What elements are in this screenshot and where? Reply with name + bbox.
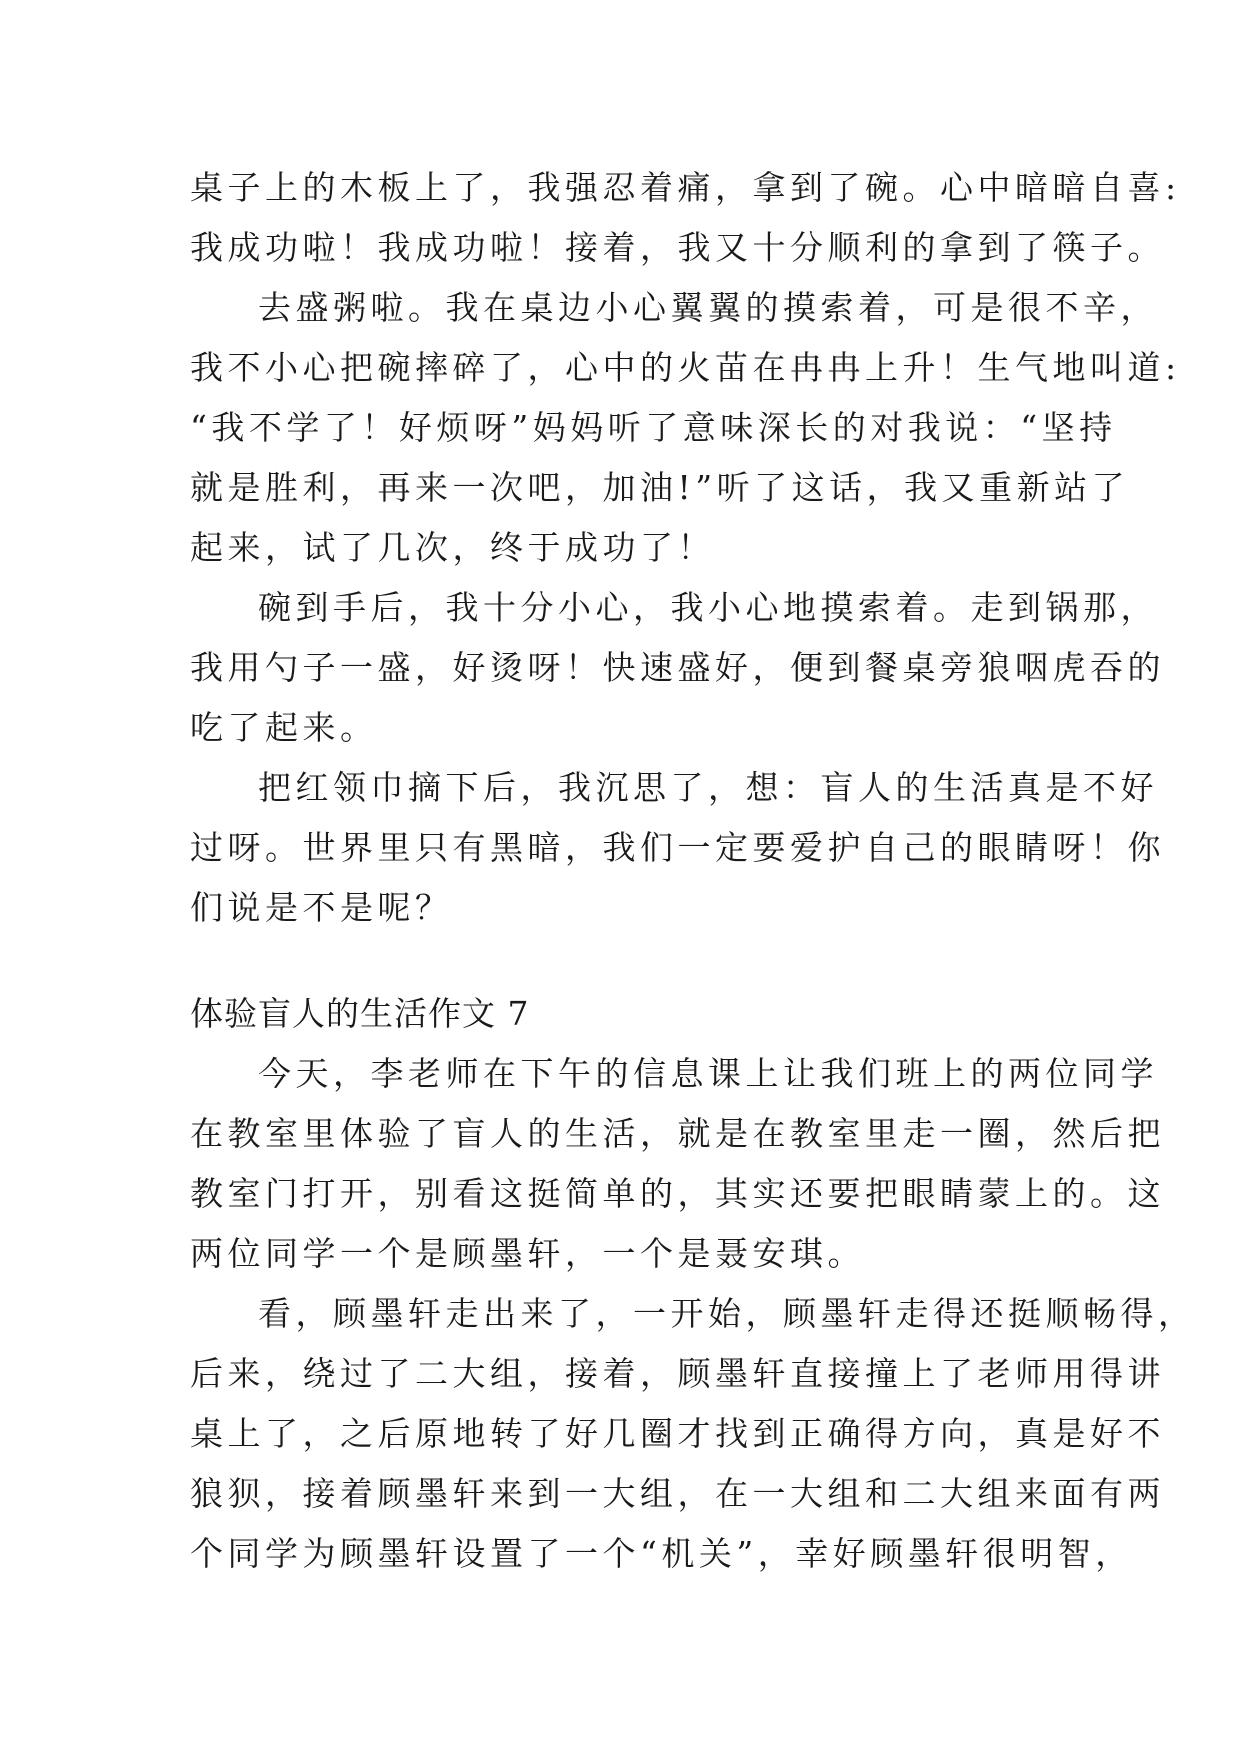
text-line: 教室门打开，别看这挺简单的，其实还要把眼睛蒙上的。这: [190, 1174, 1165, 1213]
text-line: 后来，绕过了二大组，接着，顾墨轩直接撞上了老师用得讲: [190, 1354, 1165, 1393]
text-line: 起来，试了几次，终于成功了！: [190, 528, 715, 567]
text-line: 在教室里体验了盲人的生活，就是在教室里走一圈，然后把: [190, 1114, 1165, 1153]
paragraph-first-line: 今天，李老师在下午的信息课上让我们班上的两位同学: [258, 1054, 1158, 1093]
paragraph-first-line: 去盛粥啦。我在桌边小心翼翼的摸索着，可是很不辛，: [258, 288, 1158, 327]
text-line: 桌上了，之后原地转了好几圈才找到正确得方向，真是好不: [190, 1414, 1165, 1453]
text-line: 就是胜利，再来一次吧，加油!”听了这话，我又重新站了: [190, 468, 1130, 507]
text-line: 我不小心把碗摔碎了，心中的火苗在冉冉上升！生气地叫道:: [190, 348, 1181, 387]
text-line: 我用勺子一盛，好烫呀！快速盛好，便到餐桌旁狼咽虎吞的: [190, 648, 1165, 687]
text-line: 两位同学一个是顾墨轩，一个是聂安琪。: [190, 1234, 865, 1273]
essay-title: 体验盲人的生活作文 7: [190, 994, 530, 1033]
text-line: 狼狈，接着顾墨轩来到一大组，在一大组和二大组来面有两: [190, 1474, 1165, 1513]
text-line: 们说是不是呢？: [190, 888, 453, 927]
text-line: 桌子上的木板上了，我强忍着痛，拿到了碗。心中暗暗自喜:: [190, 168, 1181, 207]
paragraph-first-line: 碗到手后，我十分小心，我小心地摸索着。走到锅那，: [258, 588, 1158, 627]
text-line: 个同学为顾墨轩设置了一个“机关”，幸好顾墨轩很明智，: [190, 1534, 1133, 1573]
text-line: 我成功啦！我成功啦！接着，我又十分顺利的拿到了筷子。: [190, 228, 1165, 267]
paragraph-first-line: 把红领巾摘下后，我沉思了，想：盲人的生活真是不好: [258, 768, 1158, 807]
text-line: 吃了起来。: [190, 708, 378, 747]
paragraph-first-line: 看，顾墨轩走出来了，一开始，顾墨轩走得还挺顺畅得，: [258, 1294, 1196, 1333]
text-line: 过呀。世界里只有黑暗，我们一定要爱护自己的眼睛呀！你: [190, 828, 1165, 867]
text-line: “我不学了！好烦呀”妈妈听了意味深长的对我说：“坚持: [190, 408, 1117, 447]
